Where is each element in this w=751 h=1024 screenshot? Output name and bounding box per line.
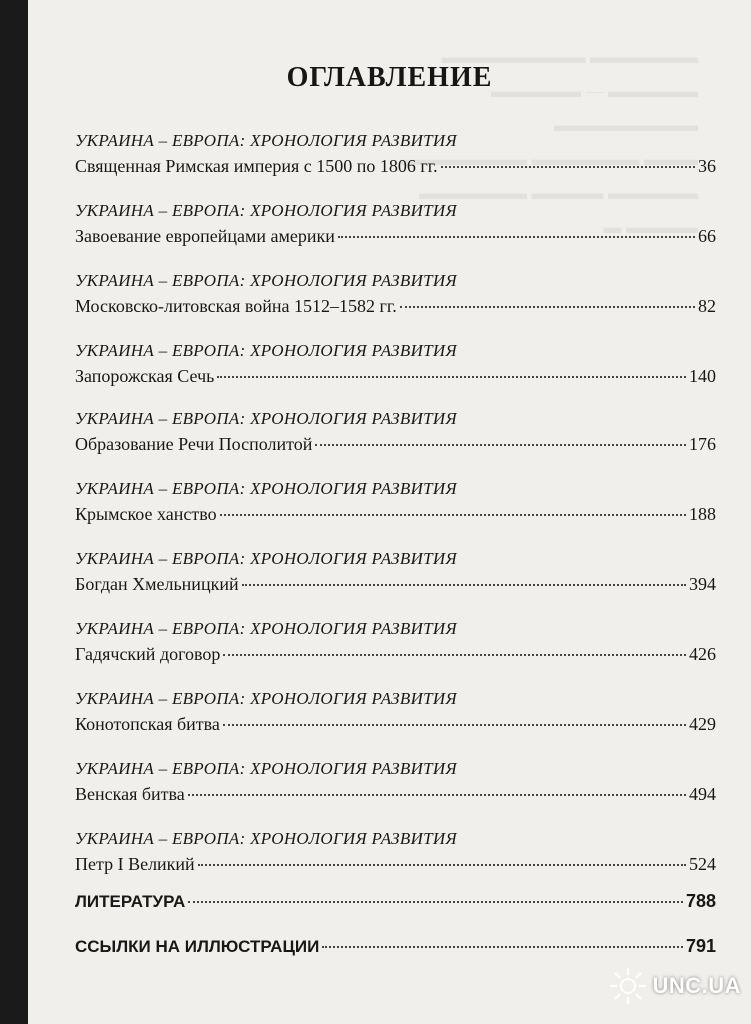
page-number: 524 — [689, 854, 716, 874]
page-number: 791 — [685, 936, 716, 956]
series-label: УКРАИНА – ЕВРОПА: ХРОНОЛОГИЯ РАЗВИТИЯ — [75, 479, 457, 498]
series-label: УКРАИНА – ЕВРОПА: ХРОНОЛОГИЯ РАЗВИТИЯ — [75, 549, 457, 568]
dot-leader — [338, 236, 695, 238]
dot-leader — [322, 946, 683, 948]
dot-leader — [315, 444, 686, 446]
toc-line — [75, 784, 716, 805]
page-number: 140 — [689, 366, 716, 386]
toc-line — [75, 854, 716, 875]
toc-line — [75, 226, 716, 247]
book-page — [28, 0, 751, 1024]
chapter-title: Образование Речи Посполитой — [75, 434, 313, 454]
dot-leader — [198, 864, 686, 866]
series-label: УКРАИНА – ЕВРОПА: ХРОНОЛОГИЯ РАЗВИТИЯ — [75, 409, 457, 428]
page-title: ОГЛАВЛЕНИЕ — [286, 62, 493, 93]
series-label: УКРАИНА – ЕВРОПА: ХРОНОЛОГИЯ РАЗВИТИЯ — [75, 341, 457, 360]
page-number: 176 — [689, 434, 716, 454]
page-number: 426 — [689, 644, 716, 664]
page-number: 66 — [698, 226, 716, 246]
chapter-title: Завоевание европейцами америки — [75, 226, 335, 246]
watermark-text: UNC.UA — [652, 973, 741, 998]
chapter-title: Петр I Великий — [75, 854, 195, 874]
page-number: 429 — [689, 714, 716, 734]
chapter-title: Московско-литовская война 1512–1582 гг. — [75, 296, 397, 316]
page-number: 494 — [689, 784, 716, 804]
toc-line — [75, 156, 716, 177]
chapter-title: Конотопская битва — [75, 714, 220, 734]
chapter-title: Гадячский договор — [75, 644, 221, 664]
dot-leader — [223, 654, 686, 656]
toc-line — [75, 936, 716, 957]
toc-line — [75, 574, 716, 595]
toc-line — [75, 366, 716, 387]
series-label: УКРАИНА – ЕВРОПА: ХРОНОЛОГИЯ РАЗВИТИЯ — [75, 201, 457, 220]
chapter-title: Венская битва — [75, 784, 185, 804]
chapter-title: Запорожская Сечь — [75, 366, 215, 386]
dot-leader — [441, 166, 695, 168]
series-label: УКРАИНА – ЕВРОПА: ХРОНОЛОГИЯ РАЗВИТИЯ — [75, 689, 457, 708]
dot-leader — [242, 584, 686, 586]
dot-leader — [217, 376, 686, 378]
page-number: 394 — [689, 574, 716, 594]
sun-logo-icon — [608, 966, 648, 1006]
series-label: УКРАИНА – ЕВРОПА: ХРОНОЛОГИЯ РАЗВИТИЯ — [75, 619, 457, 638]
page-number: 788 — [685, 891, 716, 911]
dot-leader — [188, 794, 686, 796]
toc-line — [75, 504, 716, 525]
chapter-title: Священная Римская империя с 1500 по 1806 гг. — [75, 156, 438, 176]
toc-line — [75, 891, 716, 912]
page-number: 82 — [698, 296, 716, 316]
chapter-title: Крымское ханство — [75, 504, 217, 524]
series-label: УКРАИНА – ЕВРОПА: ХРОНОЛОГИЯ РАЗВИТИЯ — [75, 759, 457, 778]
site-watermark — [608, 966, 741, 1006]
dot-leader — [188, 901, 683, 903]
toc-line — [75, 714, 716, 735]
section-title: ЛИТЕРАТУРА — [75, 892, 186, 911]
chapter-title: Богдан Хмельницкий — [75, 574, 239, 594]
series-label: УКРАИНА – ЕВРОПА: ХРОНОЛОГИЯ РАЗВИТИЯ — [75, 829, 457, 848]
dot-leader — [400, 306, 695, 308]
series-label: УКРАИНА – ЕВРОПА: ХРОНОЛОГИЯ РАЗВИТИЯ — [75, 131, 457, 150]
page-number: 36 — [698, 156, 716, 176]
dot-leader — [223, 724, 686, 726]
series-label: УКРАИНА – ЕВРОПА: ХРОНОЛОГИЯ РАЗВИТИЯ — [75, 271, 457, 290]
bleed-through-text: ▬▬▬▬▬▬ ▬▬▬▬▬▬▬▬ ▬▬▬▬▬ — ▬▬▬▬▬ ▬▬▬▬▬▬▬▬ ▬▬▬ ▬▬▬▬▬▬ ▬▬▬▬▬▬▬ ▬▬▬▬▬ ▬▬▬▬ ▬▬▬▬▬▬ ▬▬▬▬ ▬ — [401, 47, 698, 237]
toc-line — [75, 296, 716, 317]
section-title: ССЫЛКИ НА ИЛЛЮСТРАЦИИ — [75, 937, 320, 956]
dot-leader — [220, 514, 686, 516]
toc-line — [75, 434, 716, 455]
page-number: 188 — [689, 504, 716, 524]
toc-line — [75, 644, 716, 665]
